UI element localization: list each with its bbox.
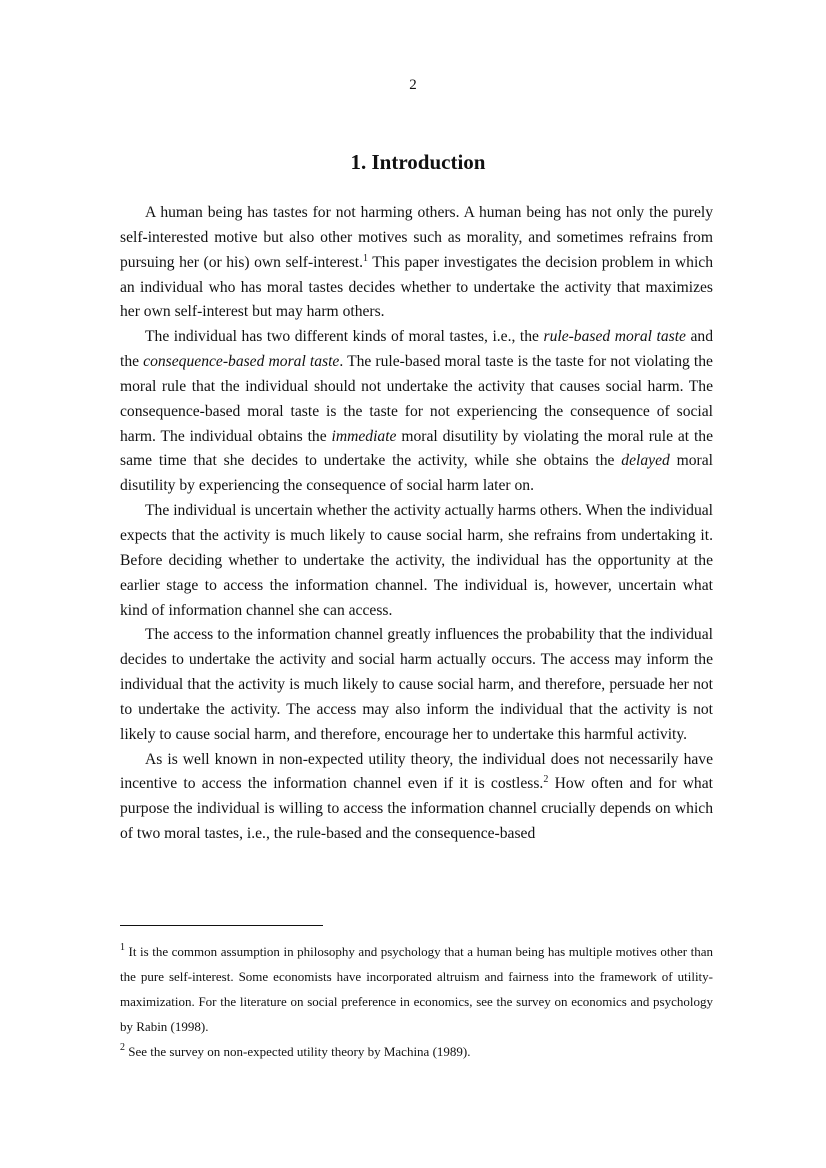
term-immediate: immediate (331, 427, 397, 445)
paragraph-2 (120, 325, 713, 499)
paragraph-5-text-a: As is well known in non-expected utility theory, the individual does not necessarily have incentive to access the information channel even if it is costless. (120, 750, 713, 793)
footnote-2-text: See the survey on non-expected utility theory by Machina (1989). (125, 1044, 471, 1059)
paragraph-2-text-d: moral disutility by violating the moral rule at the same time that she decides to undertake the activity, while she obtains the (120, 427, 713, 470)
footnote-separator (120, 925, 323, 926)
paragraph-5-text-b: How often and for what purpose the individual is willing to access the information channel crucially depends on which of two moral tastes, i.e., the rule-based and the consequence-based (120, 775, 713, 843)
paragraph-2-text-b: and the (120, 328, 713, 371)
paragraph-4: The access to the information channel greatly influences the probability that the individual decides to undertake the activity and social harm actually occurs. The access may inform the individual that the activity is much likely to cause social harm, and therefore, persuade her not to undertake the activity. The access may also inform the individual that the activity is not likely to cause social harm, and therefore, encourage her to undertake this harmful activity. (120, 626, 713, 743)
footnotes (120, 939, 713, 1064)
term-rule-based-moral-taste: rule-based moral taste (543, 328, 686, 346)
paragraph-2-text-a: The individual has two different kinds of moral tastes, i.e., the (145, 328, 544, 346)
paragraph-3: The individual is uncertain whether the activity actually harms others. When the individual expects that the activity is much likely to cause social harm, she refrains from undertaking it. Before deciding whether to undertake the activity, the individual has the opportunity at the earlier stage to access the information channel. The individual is, however, uncertain what kind of information channel she can access. (120, 502, 713, 619)
paragraph-1 (120, 201, 713, 325)
paragraph-1-text-a: A human being has tastes for not harming others. A human being has not only the purely self-interested motive but also other motives such as morality, and sometimes refrains from pursuing her (or his) own self-interest. (120, 204, 713, 271)
paragraph-5 (120, 748, 713, 847)
footnote-1-text: It is the common assumption in philosophy and psychology that a human being has multiple motives other than the pure self-interest. Some economists have incorporated altruism and fairness into the framework of utility-maximization. For the literature on social preference in economics, see the survey on economics and psychology by Rabin (1998). (120, 944, 713, 1034)
footnote-1-mark: 1 (120, 942, 125, 953)
footnote-ref-2: 2 (543, 774, 549, 786)
paragraph-1-text-b: This paper investigates the decision problem in which an individual who has moral tastes decides whether to undertake the activity that maximizes her own self-interest but may harm others. (120, 253, 713, 321)
paragraph-2-text-c: . The rule-based moral taste is the taste for not violating the moral rule that the individual should not undertake the activity that causes social harm. The consequence-based moral taste is the taste for not experiencing the consequence of social harm. The individual obtains the (120, 353, 713, 445)
body-text (120, 201, 713, 847)
term-consequence-based-moral-taste: consequence-based moral taste (143, 353, 340, 371)
footnote-2 (120, 1039, 713, 1064)
term-delayed: delayed (621, 452, 670, 470)
footnote-ref-1: 1 (362, 252, 368, 264)
footnote-2-mark: 2 (120, 1042, 125, 1053)
section-title: 1. Introduction (350, 150, 486, 174)
footnote-1 (120, 939, 713, 1039)
paragraph-2-text-e: moral disutility by experiencing the consequence of social harm later on. (120, 452, 713, 495)
page-number: 2 (409, 77, 417, 93)
